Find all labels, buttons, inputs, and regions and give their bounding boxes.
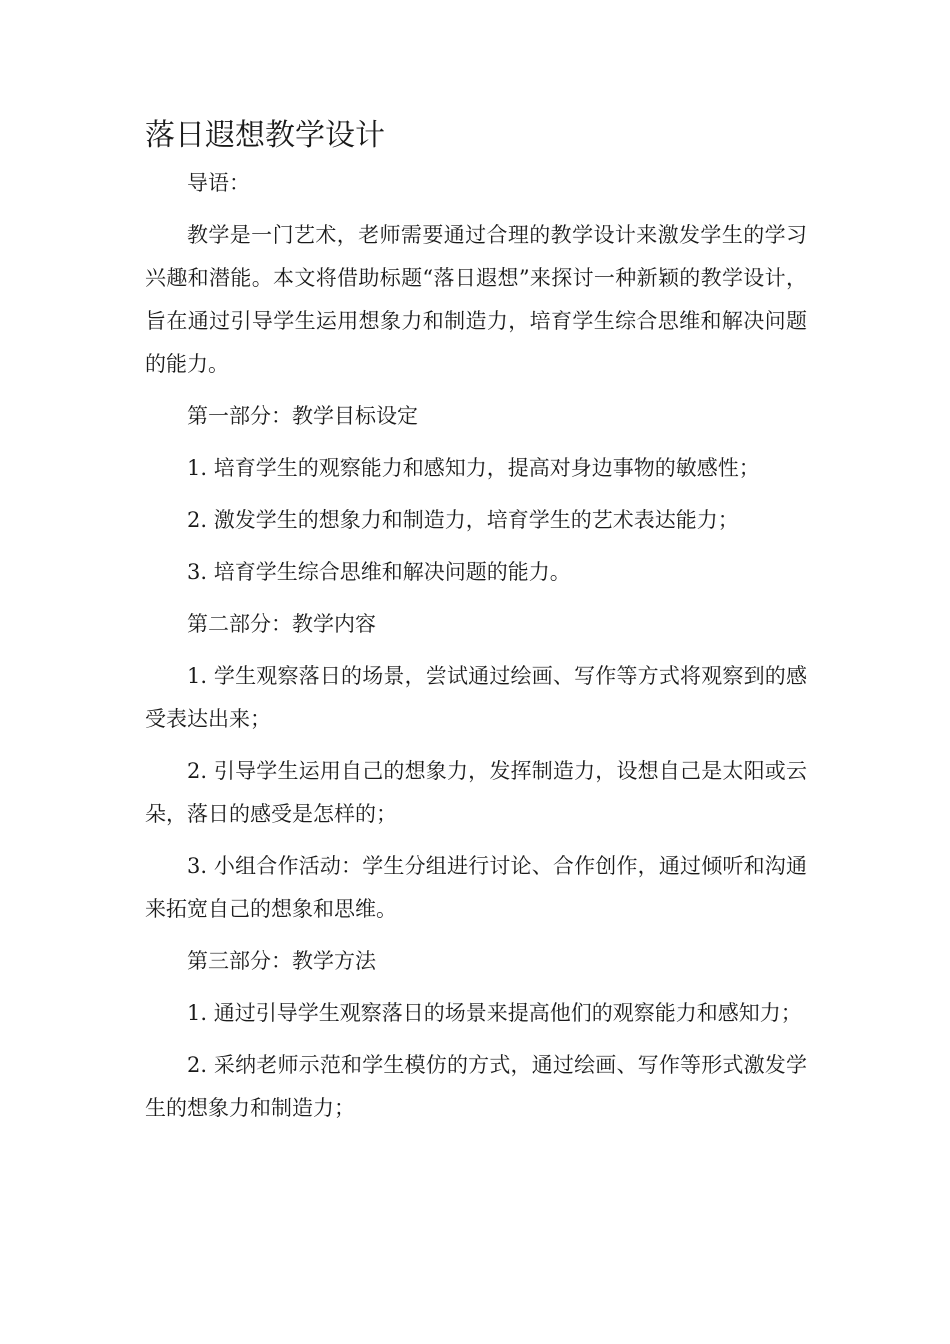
goal-item-2: 2. 激发学生的想象力和制造力，培育学生的艺术表达能力； bbox=[187, 508, 739, 532]
method-item-2: 2. 采纳老师示范和学生模仿的方式，通过绘画、写作等形式激发学生的想象力和制造力； bbox=[145, 1053, 807, 1120]
goal-item-3: 3. 培育学生综合思维和解决问题的能力。 bbox=[187, 560, 571, 584]
method-item-1: 1. 通过引导学生观察落日的场景来提高他们的观察能力和感知力； bbox=[187, 1001, 802, 1025]
section-heading-methods: 第三部分：教学方法 bbox=[187, 949, 376, 973]
goal-item-1: 1. 培育学生的观察能力和感知力，提高对身边事物的敏感性； bbox=[187, 456, 760, 480]
content-item-2: 2. 引导学生运用自己的想象力，发挥制造力，设想自己是太阳或云朵，落日的感受是怎样的； bbox=[145, 759, 807, 826]
intro-paragraph: 教学是一门艺术，老师需要通过合理的教学设计来激发学生的学习兴趣和潜能。本文将借助标题“落日遐想”来探讨一种新颖的教学设计，旨在通过引导学生运用想象力和制造力，培育学生综合思维和解决问题的能力。 bbox=[145, 223, 807, 376]
section-heading-content: 第二部分：教学内容 bbox=[187, 612, 376, 636]
intro-label: 导语： bbox=[187, 171, 250, 195]
content-item-3: 3. 小组合作活动：学生分组进行讨论、合作创作，通过倾听和沟通来拓宽自己的想象和思维。 bbox=[145, 854, 807, 921]
section-heading-goals: 第一部分：教学目标设定 bbox=[187, 404, 418, 428]
document-page bbox=[145, 112, 807, 1139]
document-title: 落日遐想教学设计 bbox=[145, 118, 385, 153]
content-item-1: 1. 学生观察落日的场景，尝试通过绘画、写作等方式将观察到的感受表达出来； bbox=[145, 664, 807, 731]
